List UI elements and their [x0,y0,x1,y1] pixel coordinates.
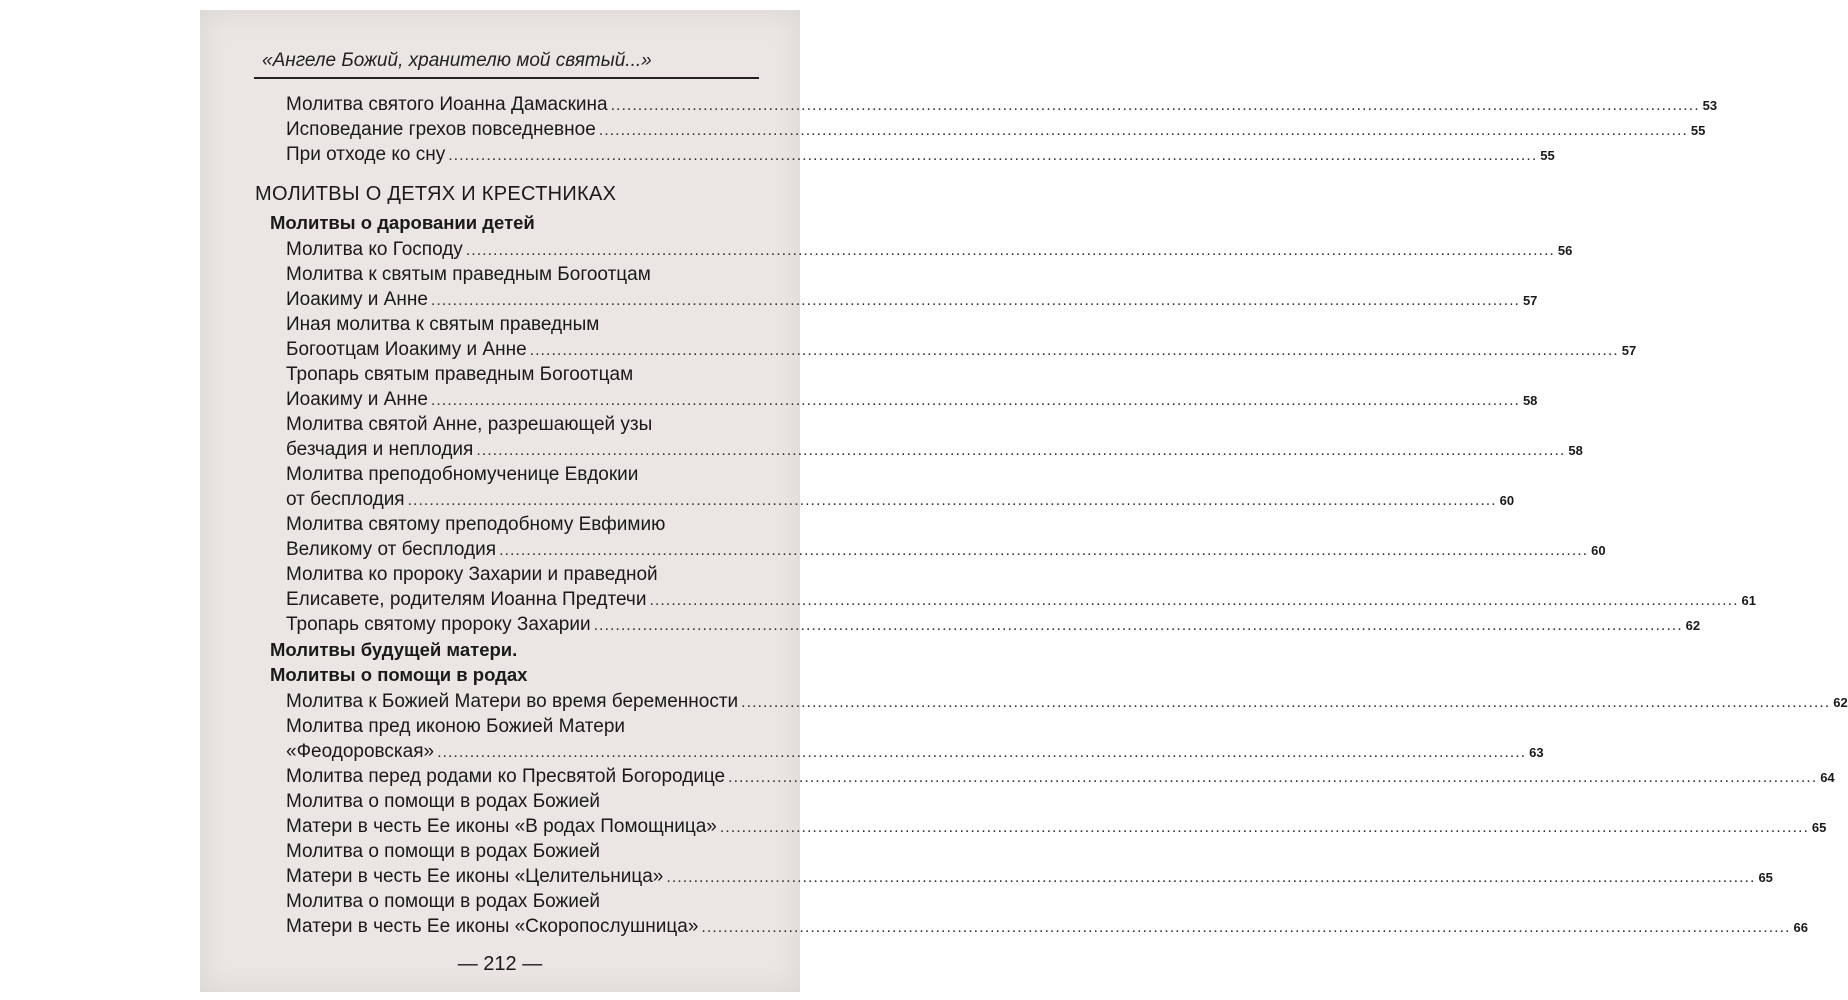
toc-entry[interactable] [286,337,1637,363]
dot-leader: ........................................................................................................................................................................................................ [430,292,1520,309]
toc-entry-title: Матери в честь Ее иконы «Скоропослушница» [286,916,699,937]
toc-page-number: 57 [1621,343,1637,358]
dot-leader: ........................................................................................................................................................................................................ [465,242,1555,259]
toc-entry-line: Молитва преподобномученице Евдокии [286,464,639,485]
toc-entry-line: Молитва о помощи в родах Божией [286,791,601,812]
toc-entry-title: Матери в честь Ее иконы «В родах Помощница» [286,816,717,837]
toc-entry-title: Молитва ко Господу [286,239,463,260]
subsection-title: Молитвы о помощи в родах [270,664,528,685]
dot-leader: ........................................................................................................................................................................................................ [701,919,1791,936]
toc-page-number: 55 [1540,148,1555,163]
dot-leader: ........................................................................................................................................................................................................ [610,97,1700,114]
toc-entry-title: Молитва перед родами ко Пресвятой Богородице [286,766,726,787]
toc-entry[interactable] [286,814,1827,840]
toc-entry-title: Елисавете, родителям Иоанна Предтечи [286,589,647,610]
toc-page-number: 57 [1522,293,1538,308]
toc-entry-title: безчадия и неплодия [286,439,474,460]
dot-leader: ........................................................................................................................................................................................................ [529,342,1619,359]
toc-entry-line: Молитва пред иконою Божией Матери [286,716,626,737]
dot-leader: ........................................................................................................................................................................................................ [476,442,1566,459]
toc-entry[interactable] [286,287,1538,313]
toc-page-number: 53 [1702,98,1718,113]
toc-entry-line: Молитва ко пророку Захарии и праведной [286,564,658,585]
toc-entry-title: Иоакиму и Анне [286,289,428,310]
toc-entry-title: Богоотцам Иоакиму и Анне [286,339,527,360]
toc-entry-title: «Феодоровская» [286,741,435,762]
toc-entry[interactable] [286,612,1701,638]
toc-entry[interactable] [286,142,1555,168]
toc-entry-title: Иоакиму и Анне [286,389,428,410]
toc-page-number: 62 [1833,695,1848,710]
toc-page-number: 65 [1811,820,1827,835]
toc-entry[interactable] [286,117,1706,143]
toc-entry[interactable] [286,237,1573,263]
section-title: МОЛИТВЫ О ДЕТЯХ И КРЕСТНИКАХ [255,183,617,205]
toc-page-number: 60 [1591,543,1606,558]
toc-entry-title: Тропарь святому пророку Захарии [286,614,591,635]
toc-page-number: 64 [1820,770,1835,785]
toc-entry[interactable] [286,437,1583,463]
toc-page-number: 58 [1568,443,1583,458]
toc-page-number: 58 [1522,393,1538,408]
dot-leader: ........................................................................................................................................................................................................ [728,769,1818,786]
toc-page-number: 55 [1690,123,1706,138]
toc-entry[interactable] [286,739,1544,765]
dot-leader: ........................................................................................................................................................................................................ [407,492,1497,509]
toc-page-number: 62 [1685,618,1701,633]
dot-leader: ........................................................................................................................................................................................................ [448,147,1538,164]
toc-entry[interactable] [286,587,1756,613]
dot-leader: ........................................................................................................................................................................................................ [437,744,1527,761]
dot-leader: ........................................................................................................................................................................................................ [598,122,1688,139]
toc-entry-line: Молитва о помощи в родах Божией [286,841,601,862]
toc-entry-line: Молитва о помощи в родах Божией [286,891,601,912]
toc-entry-title: Молитва святого Иоанна Дамаскина [286,94,608,115]
toc-entry[interactable] [286,537,1606,563]
toc-entry[interactable] [286,387,1538,413]
toc-entry[interactable] [286,92,1718,118]
toc-page-number: 66 [1793,920,1808,935]
toc-entry-title: Молитва к Божией Матери во время беременности [286,691,739,712]
toc-entry-title: Исповедание грехов повседневное [286,119,596,140]
toc-entry[interactable] [286,914,1808,940]
toc-entry-line: Тропарь святым праведным Богоотцам [286,364,634,385]
toc-page-number: 63 [1529,745,1544,760]
toc-entry-title: Великому от бесплодия [286,539,497,560]
dot-leader: ........................................................................................................................................................................................................ [649,592,1739,609]
toc-entry-line: Молитва святой Анне, разрешающей узы [286,414,653,435]
toc-entry-title: Матери в честь Ее иконы «Целительница» [286,866,664,887]
toc-entry[interactable] [286,689,1848,715]
toc-entry[interactable] [286,487,1515,513]
subsection-title: Молитвы о даровании детей [270,212,535,233]
dot-leader: ........................................................................................................................................................................................................ [593,617,1683,634]
running-head: «Ангеле Божий, хранителю мой святый...» [262,50,652,71]
toc-entry[interactable] [286,764,1835,790]
toc-entry[interactable] [286,864,1773,890]
toc-entry-title: от бесплодия [286,489,405,510]
dot-leader: ........................................................................................................................................................................................................ [499,542,1589,559]
dot-leader: ........................................................................................................................................................................................................ [741,694,1831,711]
toc-page-number: 61 [1741,593,1756,608]
toc-entry-title: При отходе ко сну [286,144,446,165]
toc-entry-line: Молитва святому преподобному Евфимию [286,514,666,535]
dot-leader: ........................................................................................................................................................................................................ [666,869,1756,886]
subsection-title: Молитвы будущей матери. [270,639,518,660]
toc-entry-line: Молитва к святым праведным Богоотцам [286,264,651,285]
dot-leader: ........................................................................................................................................................................................................ [430,392,1520,409]
dot-leader: ........................................................................................................................................................................................................ [719,819,1809,836]
page-number: — 212 — [457,953,543,975]
toc-page-number: 65 [1758,870,1773,885]
toc-page-number: 60 [1499,493,1515,508]
toc-entry-line: Иная молитва к святым праведным [286,314,600,335]
toc-page-number: 56 [1557,243,1573,258]
